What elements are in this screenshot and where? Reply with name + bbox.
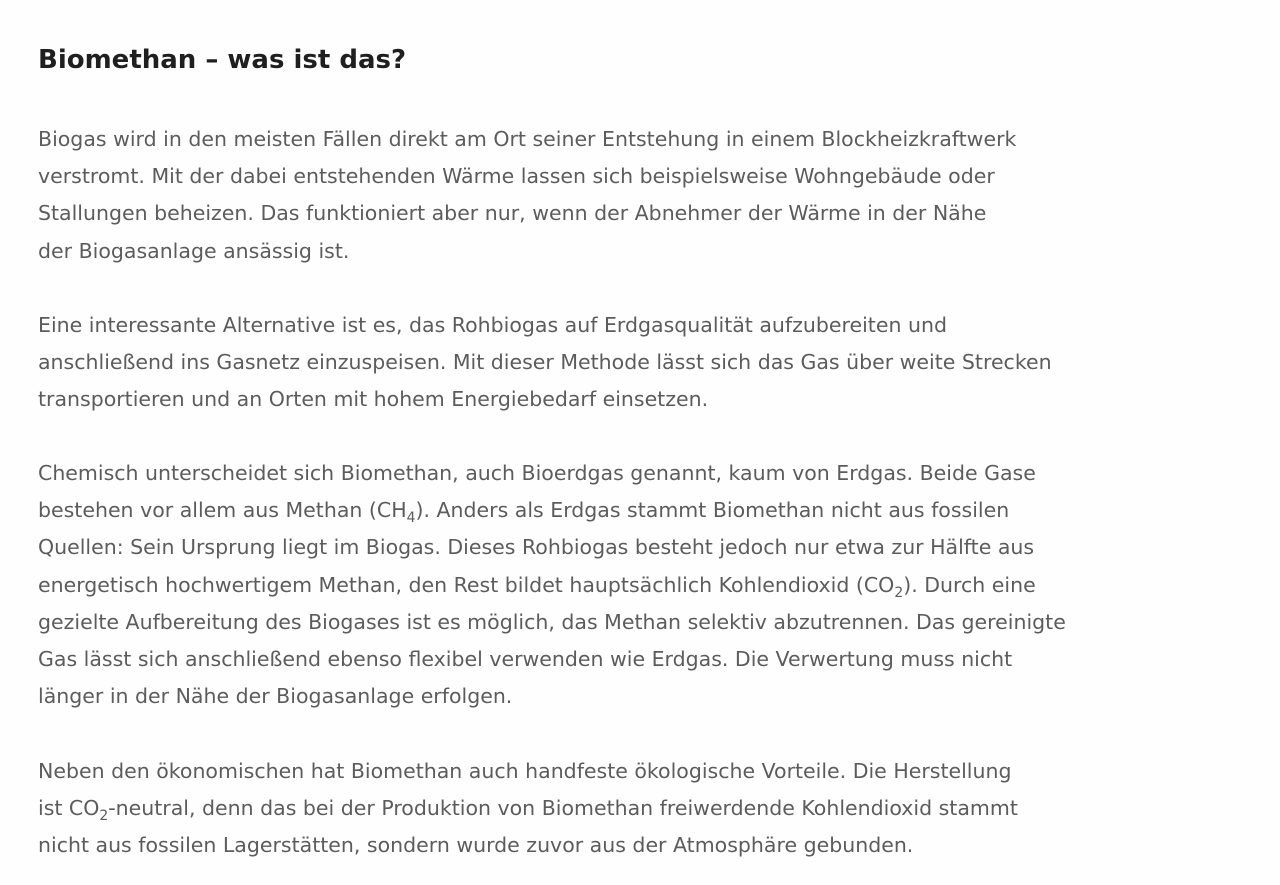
text-line: nicht aus fossilen Lagerstätten, sondern wurde zuvor aus der Atmosphäre gebunden. xyxy=(38,833,914,858)
text-line: Stallungen beheizen. Das funktioniert aber nur, wenn der Abnehmer der Wärme in der Nähe xyxy=(38,201,987,226)
text-line: Eine interessante Alternative ist es, das Rohbiogas auf Erdgasqualität aufzubereiten und xyxy=(38,313,947,337)
text-line: Biogas wird in den meisten Fällen direkt am Ort seiner Entstehung in einem Blockheizkraftwerk xyxy=(38,127,1017,151)
text-segment: ). Durch eine xyxy=(903,572,1036,597)
text-line: länger in der Nähe der Biogasanlage erfolgen. xyxy=(38,684,513,709)
paragraph-chemistry xyxy=(38,455,1066,715)
subscript: 2 xyxy=(894,584,904,601)
text-line xyxy=(38,567,1066,604)
paragraph-ecology xyxy=(38,753,1018,865)
text-segment: energetisch hochwertigem Methan, den Rest bildet hauptsächlich Kohlendioxid (CO xyxy=(38,572,895,597)
text-line: verstromt. Mit der dabei entstehenden Wärme lassen sich beispielsweise Wohngebäude oder xyxy=(38,164,995,189)
paragraph-alternative xyxy=(38,307,1052,419)
text-line: anschließend ins Gasnetz einzuspeisen. Mit dieser Methode lässt sich das Gas über weite Strecken xyxy=(38,350,1052,375)
text-line: transportieren und an Orten mit hohem Energiebedarf einsetzen. xyxy=(38,387,709,412)
text-segment: -neutral, denn das bei der Produktion von Biomethan freiwerdende Kohlendioxid stammt xyxy=(108,796,1018,821)
text-line: Gas lässt sich anschließend ebenso flexibel verwenden wie Erdgas. Die Verwertung muss nicht xyxy=(38,646,1013,671)
text-line xyxy=(38,492,1066,529)
subscript: 4 xyxy=(406,510,416,527)
text-segment: ). Anders als Erdgas stammt Biomethan nicht aus fossilen xyxy=(415,498,1010,523)
text-line: gezielte Aufbereitung des Biogases ist es möglich, das Methan selektiv abzutrennen. Das gereinigte xyxy=(38,609,1066,634)
text-line: Neben den ökonomischen hat Biomethan auch handfeste ökologische Vorteile. Die Herstellung xyxy=(38,759,1012,783)
text-line xyxy=(38,790,1018,827)
text-line: Quellen: Sein Ursprung liegt im Biogas. Dieses Rohbiogas besteht jedoch nur etwa zur Hälfte aus xyxy=(38,535,1035,560)
text-line: der Biogasanlage ansässig ist. xyxy=(38,238,350,263)
page-title: Biomethan – was ist das? xyxy=(38,45,407,75)
subscript: 2 xyxy=(99,808,109,825)
paragraph-biogas-usage xyxy=(38,121,1016,270)
text-segment: bestehen vor allem aus Methan (CH xyxy=(38,498,407,523)
text-segment: ist CO xyxy=(38,796,100,821)
text-line: Chemisch unterscheidet sich Biomethan, auch Bioerdgas genannt, kaum von Erdgas. Beide Gase xyxy=(38,461,1036,485)
